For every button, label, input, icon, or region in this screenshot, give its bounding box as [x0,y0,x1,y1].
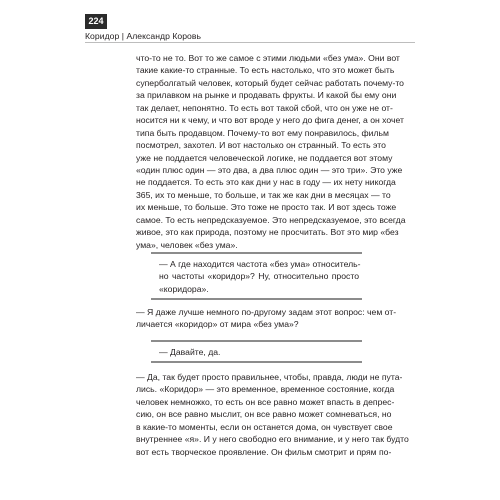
text-line: живое, это как природа, поэтому не просчитать. Вот это мир «без [136,227,399,238]
text-line: внутреннее «я». И у него свободно его внимание, и у него так будто [136,434,409,445]
text-line: самое. То есть непредсказуемое. Это непредсказуемое, это всегда [136,214,406,225]
text-line: что-то не то. Вот то же самое с этими людьми «без ума». Они вот [136,53,400,63]
question-rule-bottom [151,298,362,300]
running-head: Коридор | Александр Коровь [85,31,202,41]
text-line: суперболгатый человек, который будет сейчас работать почему-то [136,77,404,88]
text-line: лись. «Коридор» — это временное, временное состояние, когда [136,384,395,395]
paragraph [136,52,406,251]
text-line: типа быть продавцом. Почему-то вот ему понравилось, фильм [136,127,389,138]
page-number: 224 [85,14,107,29]
text-line: сию, он все равно мыслит, он все равно может сомневаться, но [136,409,392,420]
paragraph [136,371,409,458]
question-line: — Давайте, да. [159,347,221,357]
question-line: но частоты «коридор»? Ну, относительно просто [159,271,359,282]
text-line: носится ни к чему, и что вот вроде у него до фига денег, а он хочет [136,115,404,126]
text-line: уже не поддается человеческой логике, не поддается вот этому [136,152,393,163]
text-line: 365, их то меньше, то больше, и так же как дни в месяцах — то [136,189,391,200]
question-line: «коридора». [159,283,209,294]
main-text [136,52,406,251]
paragraph [136,306,397,331]
text-line: ума», человек «без ума». [136,239,238,250]
text-line: за прилавком на рынке и продавать фрукты. И какой бы ему они [136,90,397,101]
text-line: такие какие-то странные. То есть настолько, что это может быть [136,65,395,76]
question-rule-top [151,252,362,254]
header-rule [85,42,415,43]
text-line: в какие-то моменты, если он останется дома, он чувствует свое [136,421,393,432]
text-line: их меньше, то больше. Это тоже не просто так. И вот здесь тоже [136,202,397,213]
text-line: «один плюс один — это два, а два плюс один — это три». Это уже [136,164,403,175]
question-block [159,346,359,358]
text-line: личается «коридор» от мира «без ума»? [136,319,299,330]
question-rule-top [151,340,362,342]
text-line: — Да, так будет просто правильнее, чтобы, правда, люди не пута- [136,372,403,382]
text-line: — Я даже лучше немного по-другому задам этот вопрос: чем от- [136,307,397,317]
question-rule-bottom [151,361,362,363]
text-line: человек немножко, то есть он все равно может впасть в депрес- [136,396,395,407]
text-line: так делает, непонятно. То есть вот такой сбой, что он уже не от- [136,102,393,113]
text-line: посмотрел, захотел. И вот настолько он странный. То есть это [136,140,386,151]
question-line: — А где находится частота «без ума» относитель- [159,259,361,269]
question-block [159,258,359,295]
text-line: не поддается. То есть это как дни у нас в году — их нету никогда [136,177,396,188]
text-line: вот есть творческое проявление. Он фильм смотрит и прям по- [136,446,392,457]
